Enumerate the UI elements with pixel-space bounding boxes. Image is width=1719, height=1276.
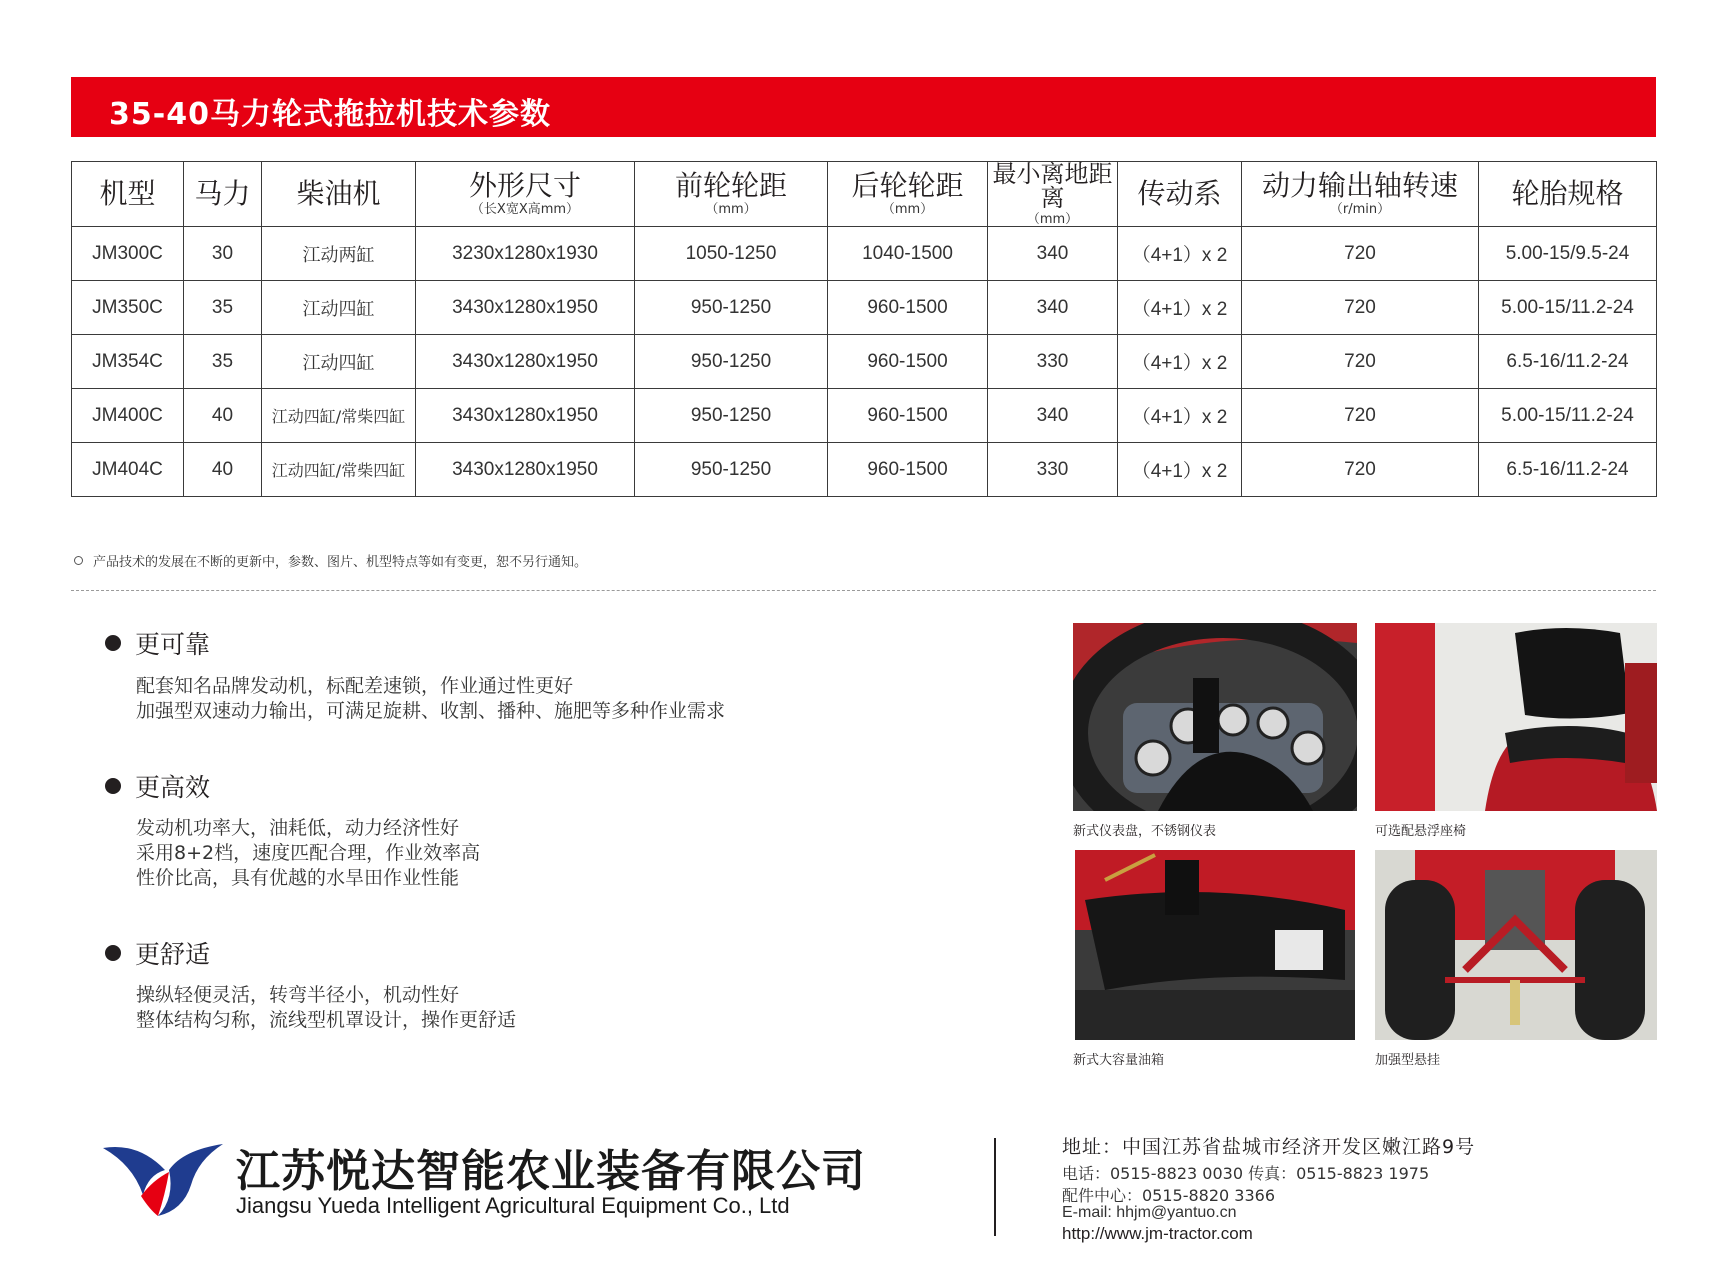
cell-transmission: （4+1）x 2: [1118, 389, 1242, 443]
header-model: 机型: [72, 162, 184, 227]
circle-bullet-icon: [74, 556, 83, 565]
cell-front-track: 950-1250: [635, 281, 828, 335]
photo-caption: 可选配悬浮座椅: [1375, 824, 1467, 839]
cell-transmission: （4+1）x 2: [1118, 335, 1242, 389]
company-website-link[interactable]: http://www.jm-tractor.com: [1062, 1224, 1253, 1243]
feature-efficient: [105, 768, 480, 891]
vertical-divider: [994, 1138, 996, 1236]
cell-ground-clearance: 330: [988, 335, 1118, 389]
cell-front-track: 950-1250: [635, 389, 828, 443]
feature-line: 发动机功率大，油耗低，动力经济性好: [136, 817, 460, 839]
cell-rear-track: 1040-1500: [828, 227, 988, 281]
title-bar: [71, 77, 1656, 137]
spec-table: [71, 161, 1657, 497]
feature-title: 更可靠: [135, 630, 211, 659]
cell-rear-track: 960-1500: [828, 335, 988, 389]
cell-horsepower: 35: [184, 281, 262, 335]
cell-engine: 江动四缸/常柴四缸: [262, 443, 416, 497]
cell-front-track: 1050-1250: [635, 227, 828, 281]
cell-tire-spec: 5.00-15/11.2-24: [1479, 389, 1657, 443]
cell-dimensions: 3430x1280x1950: [416, 281, 635, 335]
table-row: [72, 227, 1657, 281]
cell-horsepower: 40: [184, 389, 262, 443]
cell-front-track: 950-1250: [635, 335, 828, 389]
table-header-row: [72, 162, 1657, 227]
cell-pto-speed: 720: [1242, 443, 1479, 497]
cell-tire-spec: 6.5-16/11.2-24: [1479, 443, 1657, 497]
cell-pto-speed: 720: [1242, 281, 1479, 335]
company-phone-fax: 电话：0515-8823 0030 传真：0515-8823 1975: [1062, 1164, 1430, 1183]
cell-ground-clearance: 340: [988, 389, 1118, 443]
seat-photo: [1375, 623, 1657, 811]
cell-transmission: （4+1）x 2: [1118, 227, 1242, 281]
cell-dimensions: 3230x1280x1930: [416, 227, 635, 281]
bullet-dot-icon: [105, 945, 121, 961]
feature-line: 配套知名品牌发动机，标配差速锁，作业通过性更好: [136, 675, 574, 697]
table-row: [72, 335, 1657, 389]
header-dimensions: 外形尺寸 （长X宽X高mm）: [416, 162, 635, 227]
cell-dimensions: 3430x1280x1950: [416, 335, 635, 389]
cell-tire-spec: 5.00-15/9.5-24: [1479, 227, 1657, 281]
cell-model: JM300C: [72, 227, 184, 281]
bullet-dot-icon: [105, 635, 121, 651]
cell-engine: 江动四缸/常柴四缸: [262, 389, 416, 443]
header-ground-clearance: 最小离地距离 （mm）: [988, 162, 1118, 227]
feature-reliable: [105, 625, 725, 724]
cell-rear-track: 960-1500: [828, 443, 988, 497]
header-transmission: 传动系: [1118, 162, 1242, 227]
cell-tire-spec: 6.5-16/11.2-24: [1479, 335, 1657, 389]
fuel-tank-photo: [1075, 850, 1355, 1040]
bullet-dot-icon: [105, 778, 121, 794]
feature-line: 加强型双速动力输出，可满足旋耕、收割、播种、施肥等多种作业需求: [136, 700, 726, 722]
cell-ground-clearance: 340: [988, 227, 1118, 281]
cell-rear-track: 960-1500: [828, 281, 988, 335]
cell-pto-speed: 720: [1242, 227, 1479, 281]
photo-caption: 新式大容量油箱: [1073, 1053, 1165, 1068]
header-tire-spec: 轮胎规格: [1479, 162, 1657, 227]
cell-ground-clearance: 340: [988, 281, 1118, 335]
cell-pto-speed: 720: [1242, 389, 1479, 443]
feature-comfortable: [105, 935, 516, 1033]
table-row: [72, 389, 1657, 443]
feature-line: 性价比高，具有优越的水旱田作业性能: [136, 867, 460, 889]
cell-dimensions: 3430x1280x1950: [416, 389, 635, 443]
cell-front-track: 950-1250: [635, 443, 828, 497]
company-name-cn: 江苏悦达智能农业装备有限公司: [236, 1146, 866, 1197]
cell-tire-spec: 5.00-15/11.2-24: [1479, 281, 1657, 335]
cell-model: JM354C: [72, 335, 184, 389]
parts-center-phone: 配件中心：0515-8820 3366: [1062, 1186, 1276, 1205]
header-rear-track: 后轮轮距 （mm）: [828, 162, 988, 227]
header-pto-speed: 动力输出轴转速 （r/min）: [1242, 162, 1479, 227]
disclaimer-note: [74, 551, 587, 570]
company-address: 地址：中国江苏省盐城市经济开发区嫩江路9号: [1062, 1136, 1476, 1158]
cell-model: JM404C: [72, 443, 184, 497]
company-logo: [103, 1140, 223, 1224]
cell-engine: 江动四缸: [262, 335, 416, 389]
dashed-divider: [71, 590, 1656, 591]
feature-title: 更高效: [135, 773, 211, 802]
cell-rear-track: 960-1500: [828, 389, 988, 443]
disclaimer-text: 产品技术的发展在不断的更新中，参数、图片、机型特点等如有变更，恕不另行通知。: [93, 555, 588, 570]
cell-engine: 江动两缸: [262, 227, 416, 281]
cell-engine: 江动四缸: [262, 281, 416, 335]
dashboard-photo: [1073, 623, 1357, 811]
feature-line: 采用8+2档，速度匹配合理，作业效率高: [136, 842, 481, 864]
cell-transmission: （4+1）x 2: [1118, 443, 1242, 497]
cell-horsepower: 40: [184, 443, 262, 497]
cell-pto-speed: 720: [1242, 335, 1479, 389]
feature-title: 更舒适: [135, 940, 211, 969]
cell-horsepower: 30: [184, 227, 262, 281]
header-front-track: 前轮轮距 （mm）: [635, 162, 828, 227]
feature-line: 整体结构匀称，流线型机罩设计，操作更舒适: [136, 1009, 517, 1031]
photo-caption: 加强型悬挂: [1375, 1053, 1441, 1068]
header-horsepower: 马力: [184, 162, 262, 227]
table-row: [72, 281, 1657, 335]
feature-line: 操纵轻便灵活，转弯半径小，机动性好: [136, 984, 460, 1006]
cell-horsepower: 35: [184, 335, 262, 389]
company-email: E-mail: hhjm@yantuo.cn: [1062, 1204, 1237, 1221]
page-title: 35-40马力轮式拖拉机技术参数: [109, 97, 551, 132]
cell-dimensions: 3430x1280x1950: [416, 443, 635, 497]
cell-ground-clearance: 330: [988, 443, 1118, 497]
rear-hitch-photo: [1375, 850, 1657, 1040]
cell-model: JM350C: [72, 281, 184, 335]
company-name-en: Jiangsu Yueda Intelligent Agricultural Equipment Co., Ltd: [236, 1193, 790, 1218]
cell-transmission: （4+1）x 2: [1118, 281, 1242, 335]
table-row: [72, 443, 1657, 497]
cell-model: JM400C: [72, 389, 184, 443]
header-engine: 柴油机: [262, 162, 416, 227]
photo-caption: 新式仪表盘，不锈钢仪表: [1073, 824, 1217, 839]
